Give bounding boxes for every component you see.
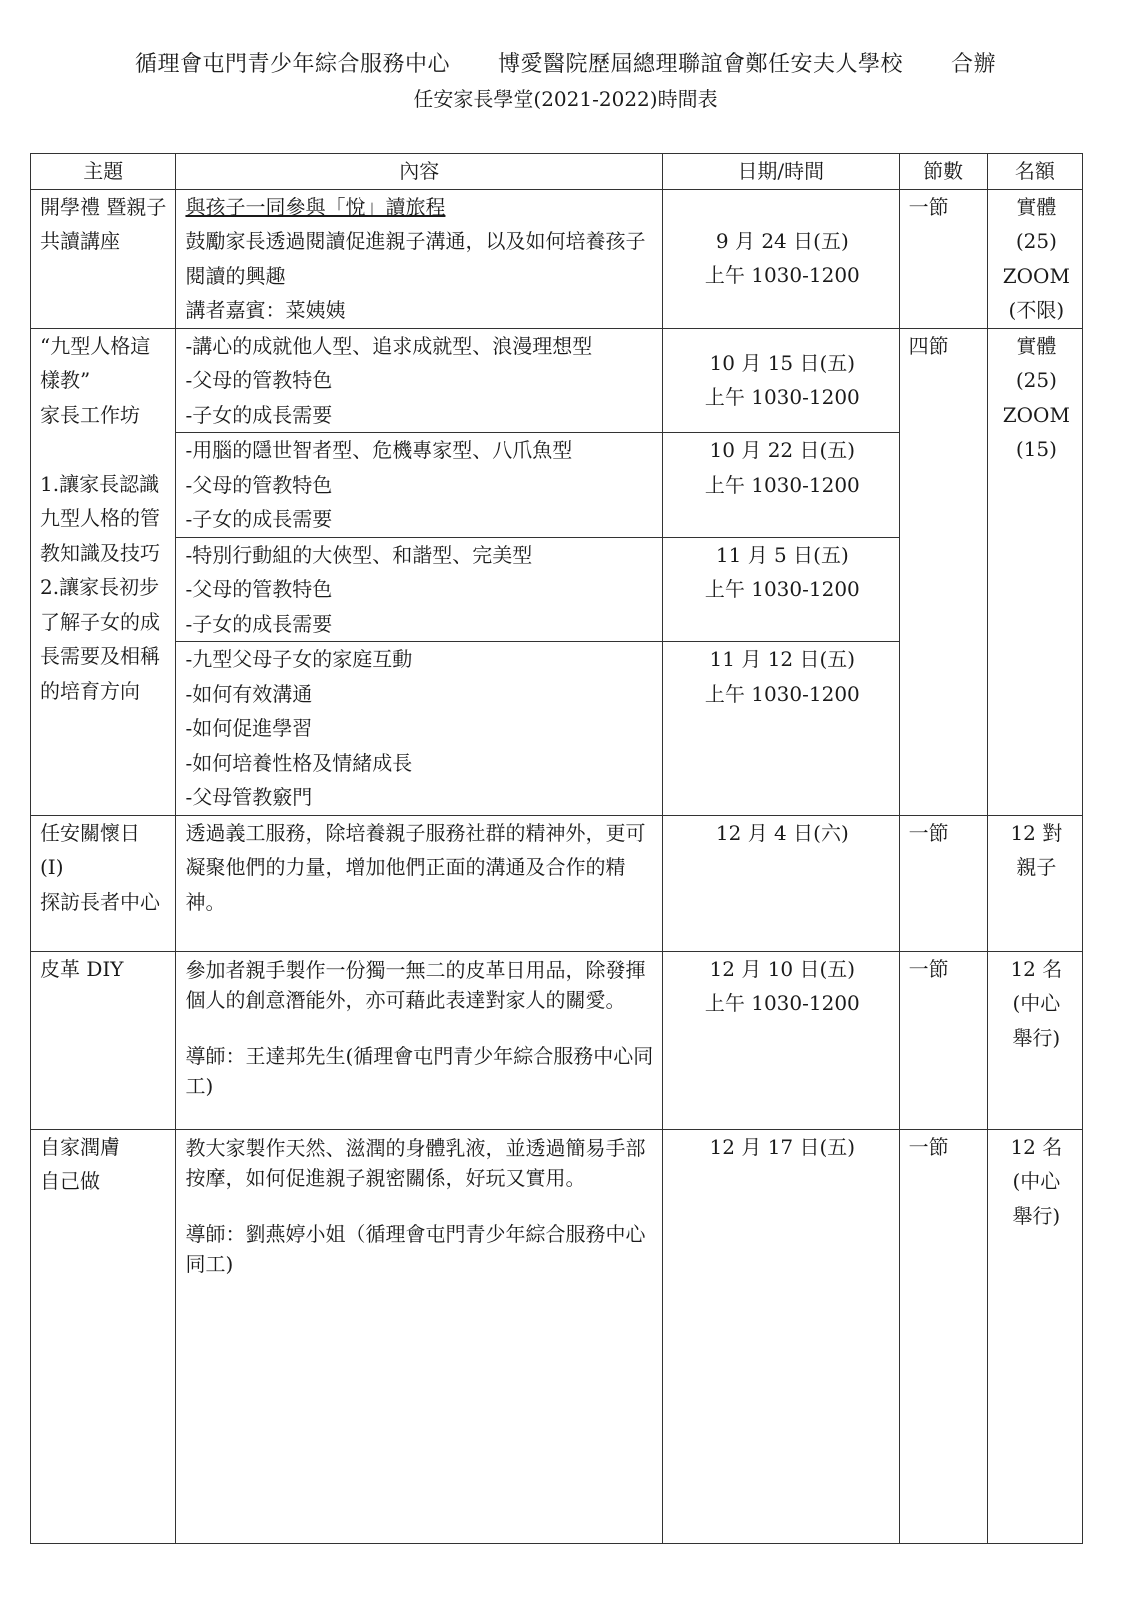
col-header-topic: 主題	[31, 154, 176, 190]
quota-line: 12 名	[1010, 1134, 1063, 1159]
topic-cell	[31, 815, 176, 951]
date: 12 月 17 日(五)	[709, 1134, 856, 1159]
quota-cell	[987, 189, 1082, 328]
table-row	[31, 951, 1083, 1129]
content-line: -子女的成長需要	[185, 402, 333, 427]
sessions-cell: 四節	[899, 328, 987, 815]
content-line: -父母的管教特色	[185, 577, 333, 601]
date: 11 月 5 日(五)	[715, 542, 849, 567]
quota-line: (15)	[1015, 437, 1057, 461]
tutor: 導師：王達邦先生(循理會屯門青少年綜合服務中心同工)	[185, 1043, 654, 1098]
document-title: 任安家長學堂(2021-2022)時間表	[413, 87, 718, 111]
date: 12 月 10 日(五)	[709, 956, 856, 981]
spacer	[185, 1015, 656, 1041]
quota-cell	[987, 328, 1082, 815]
sessions-cell: 一節	[899, 815, 987, 951]
datetime-cell	[663, 1129, 900, 1543]
col-header-content: 內容	[176, 154, 663, 190]
content-line: -用腦的隱世智者型、危機專家型、八爪魚型	[185, 438, 573, 462]
content-line: -如何培養性格及情緒成長	[185, 750, 413, 775]
col-header-sessions: 節數	[899, 154, 987, 190]
content-line: -父母的管教特色	[185, 472, 333, 497]
datetime-cell	[663, 189, 900, 328]
co-organized-label: 合辦	[951, 52, 997, 77]
content-title: 與孩子一同參與「悅」讀旅程	[185, 194, 446, 219]
table-row	[31, 1129, 1083, 1543]
quota-line: 舉行)	[1012, 1203, 1061, 1228]
topic-cell	[31, 328, 176, 815]
quota-line: (25)	[1015, 229, 1057, 253]
content-cell	[176, 1129, 663, 1543]
quota-line: (25)	[1015, 368, 1057, 392]
content-cell	[176, 642, 663, 816]
content-line: -九型父母子女的家庭互動	[185, 647, 413, 671]
datetime-cell	[663, 328, 900, 433]
content-body: 鼓勵家長透過閱讀促進親子溝通，以及如何培養孩子閱讀的興趣	[185, 229, 646, 288]
content-line: -子女的成長需要	[185, 611, 333, 636]
content-cell	[176, 189, 663, 328]
quota-cell	[987, 1129, 1082, 1543]
table-row	[31, 189, 1083, 328]
organizers-line	[0, 48, 1131, 82]
content-line: -父母的管教特色	[185, 368, 333, 392]
spacer	[185, 1193, 656, 1219]
content-cell	[176, 537, 663, 642]
topic-line: 自家潤膚	[40, 1134, 120, 1159]
organizer-2: 博愛醫院歷屆總理聯誼會鄭任安夫人學校	[497, 52, 903, 77]
topic-line: 家長工作坊	[40, 402, 140, 427]
date: 9 月 24 日(五)	[715, 228, 849, 253]
time: 上午 1030-1200	[704, 681, 860, 706]
date: 10 月 22 日(五)	[709, 438, 856, 462]
time: 上午 1030-1200	[704, 991, 860, 1015]
time: 上午 1030-1200	[704, 577, 860, 601]
schedule-table	[30, 153, 1083, 1544]
sessions-cell: 一節	[899, 951, 987, 1129]
quota-line: 12 對	[1010, 820, 1063, 845]
content-line: -子女的成長需要	[185, 507, 333, 531]
quota-line: 12 名	[1010, 956, 1063, 981]
quota-line: 親子	[1016, 855, 1057, 879]
datetime-cell	[663, 951, 900, 1129]
content-line: -講心的成就他人型、追求成就型、浪漫理想型	[185, 333, 593, 358]
datetime-cell	[663, 642, 900, 816]
content-line: -父母管教竅門	[185, 785, 313, 809]
quota-line: (中心	[1012, 1169, 1061, 1193]
tutor: 導師：劉燕婷小姐（循理會屯門青少年綜合服務中心同工)	[185, 1221, 646, 1276]
quota-line: 實體	[1016, 333, 1057, 358]
quota-line: ZOOM	[1002, 402, 1070, 427]
col-header-quota: 名額	[987, 154, 1082, 190]
table-row	[31, 815, 1083, 951]
date: 11 月 12 日(五)	[709, 647, 856, 671]
datetime-cell	[663, 433, 900, 538]
content-cell	[176, 433, 663, 538]
topic-line: (I)	[40, 855, 64, 879]
datetime-cell	[663, 815, 900, 951]
quota-line: (不限)	[1008, 298, 1065, 322]
quota-line: (中心	[1012, 991, 1061, 1015]
content-cell: 透過義工服務，除培養親子服務社群的精神外，更可凝聚他們的力量，增加他們正面的溝通及合作的精神。	[176, 815, 663, 951]
time: 上午 1030-1200	[704, 385, 860, 409]
time: 上午 1030-1200	[704, 263, 860, 287]
topic-cell: 開學禮 暨親子共讀講座	[31, 189, 176, 328]
topic-line: 探訪長者中心	[40, 889, 160, 914]
quota-line: 實體	[1016, 194, 1057, 219]
content-cell	[176, 328, 663, 433]
topic-line: “九型人格這樣教”	[40, 333, 151, 392]
sessions-cell: 一節	[899, 1129, 987, 1543]
topic-cell	[31, 1129, 176, 1543]
col-header-datetime: 日期/時間	[663, 154, 900, 190]
table-row	[31, 328, 1083, 433]
organizer-1: 循理會屯門青少年綜合服務中心	[134, 52, 450, 77]
date: 10 月 15 日(五)	[709, 350, 856, 375]
quota-line: ZOOM	[1002, 263, 1070, 288]
content-body: 教大家製作天然、滋潤的身體乳液，並透過簡易手部按摩，如何促進親子親密關係，好玩又實用。	[185, 1135, 646, 1190]
topic-line: 任安關懷日	[40, 820, 140, 845]
content-body: 參加者親手製作一份獨一無二的皮革日用品，除發揮個人的創意潛能外，亦可藉此表達對家人的關愛。	[185, 957, 646, 1012]
topic-line: 1.讓家長認識九型人格的管教知識及技巧	[40, 471, 160, 565]
sessions-cell: 一節	[899, 189, 987, 328]
quota-cell	[987, 951, 1082, 1129]
topic-line: 2.讓家長初步了解子女的成長需要及相稱的培育方向	[40, 575, 160, 703]
quota-cell	[987, 815, 1082, 951]
datetime-cell	[663, 537, 900, 642]
content-line: -如何促進學習	[185, 716, 313, 740]
quota-line: 舉行)	[1012, 1025, 1061, 1050]
speaker: 講者嘉賓：菜姨姨	[185, 298, 346, 322]
time: 上午 1030-1200	[704, 472, 860, 497]
topic-line: 自己做	[40, 1169, 100, 1193]
content-cell	[176, 951, 663, 1129]
topic-cell: 皮革 DIY	[31, 951, 176, 1129]
date: 12 月 4 日(六)	[715, 820, 849, 845]
spacer	[40, 432, 169, 467]
content-line: -特別行動組的大俠型、和諧型、完美型	[185, 542, 533, 567]
table-header-row	[31, 154, 1083, 190]
content-line: -如何有效溝通	[185, 681, 313, 706]
document-header	[0, 48, 1131, 114]
